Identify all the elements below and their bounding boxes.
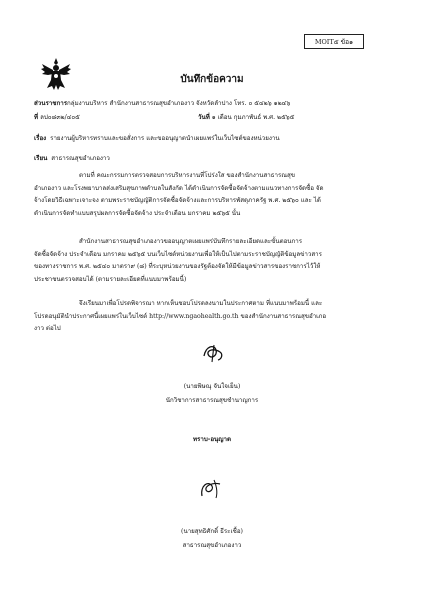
to-value: สาธารณสุขอำเภองาว [51, 155, 110, 162]
paragraph-1-line: ตามที่ คณะกรรมการตรวจสอบการบริหารงานที่โปร่งใส ของสำนักงานสาธารณสุข [79, 172, 296, 179]
to-label: เรียน [34, 155, 48, 162]
paragraph-1-line: อำเภองาว และโรงพยาบาลส่งเสริมสุขภาพตำบลในสังกัด ได้ดำเนินการจัดซื้อจัดจ้างตามแนวทางการจัดซื้อ จัด [34, 184, 324, 192]
date-value: ๑ เดือน กุมภาพันธ์ พ.ศ. ๒๕๖๕ [211, 114, 295, 121]
ref-line [34, 114, 80, 122]
paragraph-2 [34, 236, 322, 286]
ref-label: ที่ [34, 114, 39, 121]
to-line [34, 155, 110, 163]
signature-2-name: (นายสุทธิศักดิ์ ธีระเชื้อ) [181, 528, 243, 535]
paragraph-1-line: ดำเนินการจัดทำแบบสรุปผลการจัดซื้อจัดจ้าง ประจำเดือน มกราคม ๒๕๖๕ นั้น [34, 209, 241, 217]
date-line [198, 114, 294, 122]
subject-line [34, 135, 280, 143]
paragraph-2-line: ของทางราชการ พ.ศ. ๒๕๔๐ มาตรา๙ (๘) ที่ระบุหน่วยงานของรัฐต้องจัดให้มีข้อมูลข่าวสารของราชการไว้ให้ [34, 263, 321, 270]
agency-value: กลุ่มงานบริหาร สำนักงานสาธารณสุขอำเภองาว จังหวัดลำปาง โทร. ๐ ๕๔๒๖ ๑๒๔๖ [67, 100, 291, 107]
paragraph-3-line: จึงเรียนมาเพื่อโปรดพิจารณา หากเห็นชอบโปรดลงนามในประกาศตาม ที่แนบมาพร้อมนี้ และ [79, 300, 323, 307]
signature-1-position: นักวิชาการสาธารณสุขชำนาญการ [165, 397, 259, 404]
document-title: บันทึกข้อความ [180, 74, 244, 85]
agency-line [34, 100, 290, 108]
paragraph-2-line: ประชาชนตรวจสอบได้ (ตามรายละเอียดที่แนบมาพร้อมนี้) [34, 275, 187, 283]
signature-2-mark [196, 476, 228, 502]
signature-1-name: (นายพิษณุ จันใจเย็น) [183, 383, 241, 390]
form-code-box [304, 34, 364, 49]
paragraph-3-line: โปรดอนุมัตินำประกาศนี้เผยแพร่ในเว็บไซต์ http://www.ngaohealth.go.th ของสำนักงานสาธารณสุขอำเภอ [34, 312, 327, 320]
paragraph-2-line: สำนักงานสาธารณสุขอำเภองาวขออนุญาตเผยแพร่บันทึกรายละเอียดและขั้นตอนการ [79, 238, 303, 245]
signature-1-mark [200, 342, 228, 364]
date-label: วันที่ [198, 114, 210, 121]
subject-value: รายงานผู้บริหารทราบและขอสั่งการ และขออนุญาตนำเผยแพร่ในเว็บไซต์ของหน่วยงาน [50, 135, 280, 142]
paragraph-1-line: จ้างโดยวิธีเฉพาะเจาะจง ตามพระราชบัญญัติการจัดซื้อจัดจ้างและการบริหารพัสดุภาครัฐ พ.ศ. ๒๕๖๐ และ ได้ [34, 197, 321, 204]
paragraph-3 [34, 298, 326, 336]
ref-value: ลป๐๘๓๒/๔๐๕ [40, 114, 80, 121]
agency-label: ส่วนราชการ [34, 100, 68, 107]
paragraph-1 [34, 170, 324, 220]
paragraph-2-line: จัดซื้อจัดจ้าง ประจำเดือน มกราคม ๒๕๖๕ บนเว็บไซต์หน่วยงานเพื่อให้เป็นไปตามระราชบัญญัติข้อมูลข่าวสาร [34, 250, 322, 258]
paragraph-3-line: งาว ต่อไป [34, 325, 61, 332]
approval-text: ทราบ-อนุญาต [192, 436, 232, 443]
form-code: MOIT๕ ข้อ๑ [314, 37, 354, 46]
subject-label: เรื่อง [34, 135, 47, 142]
signature-2-position: สาธารณสุขอำเภองาว [182, 542, 242, 549]
